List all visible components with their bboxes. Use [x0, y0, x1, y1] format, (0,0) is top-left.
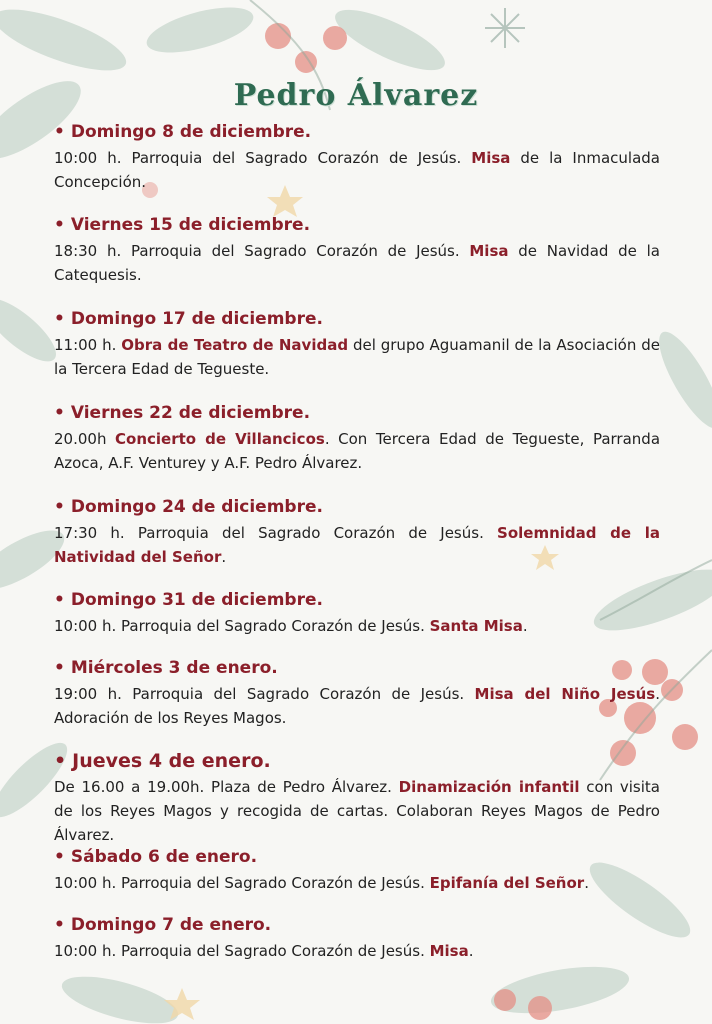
event-highlight: Solemnidad de la Natividad del Señor	[54, 524, 660, 566]
event-item	[54, 213, 660, 287]
bullet: •	[54, 847, 65, 867]
event-date	[54, 213, 660, 237]
event-text: 20.00h	[54, 430, 116, 448]
event-highlight: Dinamización infantil	[398, 778, 580, 796]
bullet: •	[54, 309, 65, 329]
event-highlight: Concierto de Villancicos	[115, 430, 325, 448]
event-text-end: de Navidad de la Catequesis.	[54, 242, 661, 284]
event-date-text: Viernes 15 de diciembre.	[70, 215, 311, 235]
event-date	[54, 401, 660, 425]
event-highlight: Misa	[429, 942, 469, 960]
event-item	[54, 845, 660, 895]
event-text: 19:00 h. Parroquia del Sagrado Corazón de Jesús.	[54, 685, 475, 703]
event-highlight: Misa	[471, 149, 511, 167]
event-highlight: Epifanía del Señor	[429, 874, 585, 892]
event-date	[54, 495, 660, 519]
event-text: 10:00 h. Parroquia del Sagrado Corazón de Jesús.	[54, 149, 472, 167]
event-item	[54, 120, 660, 194]
event-item	[54, 749, 660, 847]
event-highlight: Misa del Niño Jesús	[474, 685, 656, 703]
event-date-text: Domingo 7 de enero.	[70, 915, 272, 935]
event-text-end: . Adoración de los Reyes Magos.	[54, 685, 660, 727]
event-text: 10:00 h. Parroquia del Sagrado Corazón de Jesús.	[54, 942, 430, 960]
event-description	[54, 775, 660, 847]
event-item	[54, 307, 660, 381]
event-description	[54, 871, 660, 895]
event-description	[54, 939, 660, 963]
event-text-end: .	[468, 942, 474, 960]
bullet: •	[54, 590, 65, 610]
event-item	[54, 588, 660, 638]
event-date-text: Domingo 24 de diciembre.	[70, 497, 323, 517]
event-description	[54, 521, 660, 569]
bullet: •	[54, 658, 65, 678]
bullet: •	[54, 122, 65, 142]
event-description	[54, 333, 660, 381]
event-date-text: Domingo 31 de diciembre.	[70, 590, 323, 610]
event-date-text: Domingo 8 de diciembre.	[70, 122, 312, 142]
event-date-text: Sábado 6 de enero.	[70, 847, 258, 867]
event-description	[54, 239, 660, 287]
event-text-end: del grupo Aguamanil de la Asociación de la Tercera Edad de Tegueste.	[54, 336, 660, 378]
event-highlight: Misa	[469, 242, 509, 260]
event-item	[54, 913, 660, 963]
event-date	[54, 845, 660, 869]
event-date-text: Viernes 22 de diciembre.	[70, 403, 311, 423]
event-date	[54, 307, 660, 331]
event-description	[54, 614, 660, 638]
event-item	[54, 495, 660, 569]
event-text-end: . Con Tercera Edad de Tegueste, Parranda Azoca, A.F. Venturey y A.F. Pedro Álvarez.	[54, 430, 661, 472]
bullet: •	[54, 750, 67, 772]
event-text-end: con visita de los Reyes Magos y recogida de cartas. Colaboran Reyes Magos de Pedro Álvarez.	[54, 778, 660, 844]
event-text: 11:00 h.	[54, 336, 122, 354]
event-description	[54, 682, 660, 730]
event-date-text: Miércoles 3 de enero.	[70, 658, 278, 678]
bullet: •	[54, 403, 65, 423]
event-date-text: Domingo 17 de diciembre.	[70, 309, 323, 329]
event-date	[54, 120, 660, 144]
event-text-end: .	[522, 617, 528, 635]
event-description	[54, 427, 660, 475]
event-date	[54, 588, 660, 612]
page-title: Pedro Álvarez	[233, 78, 479, 113]
event-text: 17:30 h. Parroquia del Sagrado Corazón de Jesús.	[54, 524, 498, 542]
event-text: 18:30 h. Parroquia del Sagrado Corazón de Jesús.	[54, 242, 470, 260]
event-date	[54, 656, 660, 680]
event-date	[54, 913, 660, 937]
event-text: 10:00 h. Parroquia del Sagrado Corazón de Jesús.	[54, 617, 430, 635]
event-highlight: Obra de Teatro de Navidad	[121, 336, 349, 354]
bullet: •	[54, 497, 65, 517]
event-highlight: Santa Misa	[429, 617, 523, 635]
bullet: •	[54, 915, 65, 935]
event-description	[54, 146, 660, 194]
event-date	[54, 749, 660, 773]
bullet: •	[54, 215, 65, 235]
event-text-end: de la Inmaculada Concepción.	[54, 149, 660, 191]
event-text: 10:00 h. Parroquia del Sagrado Corazón de Jesús.	[54, 874, 430, 892]
event-item	[54, 401, 660, 475]
event-date-text: Jueves 4 de enero.	[72, 750, 271, 772]
event-text: De 16.00 a 19.00h. Plaza de Pedro Álvarez.	[54, 778, 399, 796]
event-item	[54, 656, 660, 730]
event-text-end: .	[221, 548, 227, 566]
event-text-end: .	[584, 874, 589, 892]
